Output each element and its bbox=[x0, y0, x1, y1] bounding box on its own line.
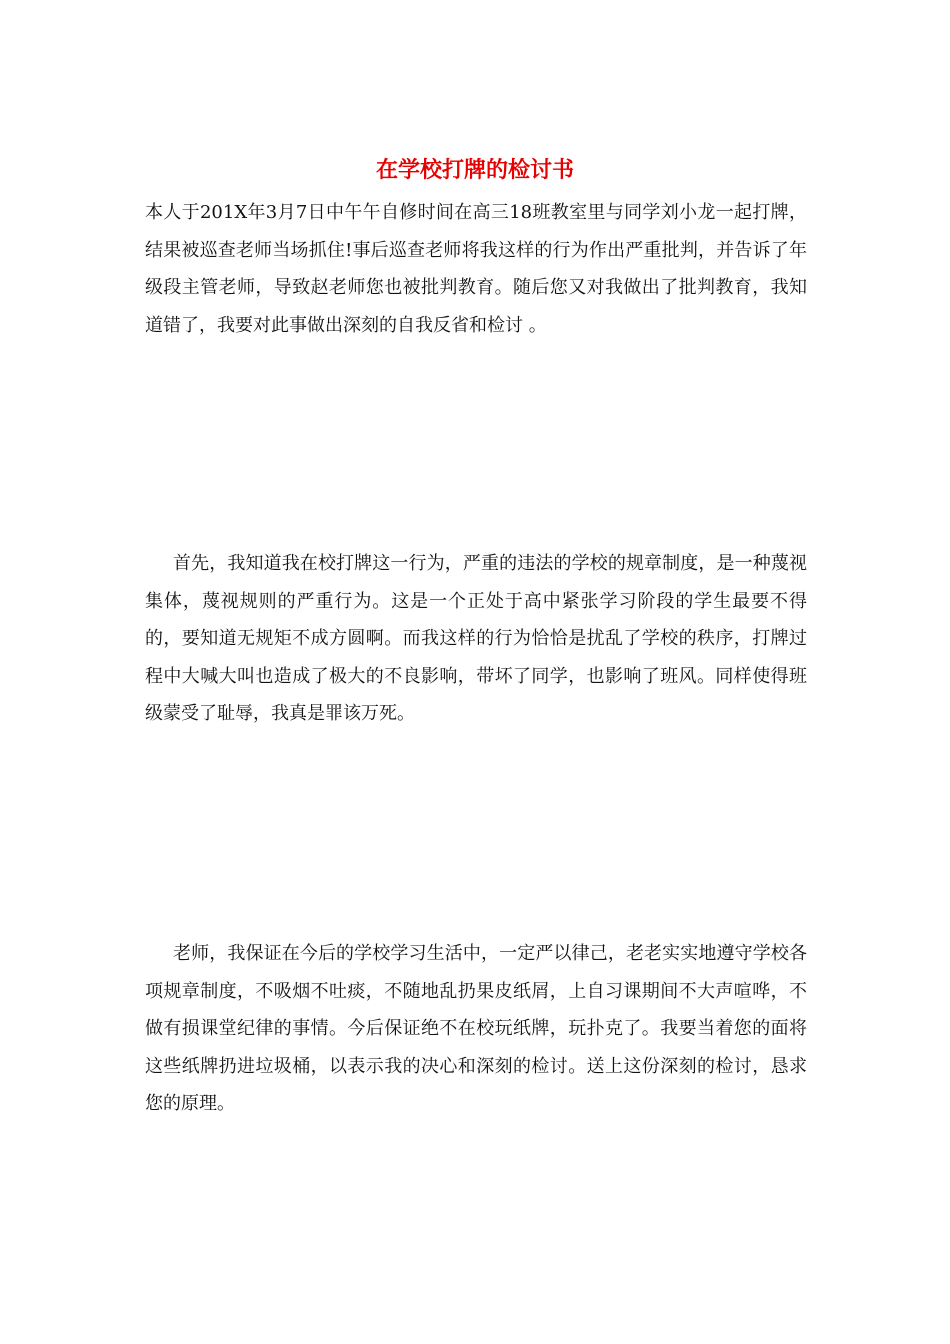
paragraph-3: 老师，我保证在今后的学校学习生活中，一定严以律己，老老实实地遵守学校各项规章制度，不吸烟不吐痰，不随地乱扔果皮纸屑，上自习课期间不大声喧哗，不做有损课堂纪律的事情。今后保证绝不在校玩纸牌，玩扑克了。我要当着您的面将这些纸牌扔进垃圾桶，以表示我的决心和深刻的检讨。送上这份深刻的检讨，恳求您的原理。 bbox=[145, 943, 807, 1114]
document-title: 在学校打牌的检讨书 bbox=[375, 157, 574, 183]
paragraph-2: 首先，我知道我在校打牌这一行为，严重的违法的学校的规章制度，是一种蔑视集体，蔑视规则的严重行为。这是一个正处于高中紧张学习阶段的学生最要不得的，要知道无规矩不成方圆啊。而我这样的行为恰恰是扰乱了学校的秩序，打牌过程中大喊大叫也造成了极大的不良影响，带坏了同学，也影响了班风。同样使得班级蒙受了耻辱，我真是罪该万死。 bbox=[145, 553, 807, 724]
paragraph-1: 本人于201X年3月7日中午午自修时间在高三18班教室里与同学刘小龙一起打牌，结果被巡查老师当场抓住!事后巡查老师将我这样的行为作出严重批判，并告诉了年级段主管老师，导致赵老师您也被批判教育。随后您又对我做出了批判教育，我知道错了，我要对此事做出深刻的自我反省和检讨 。 bbox=[145, 202, 807, 336]
